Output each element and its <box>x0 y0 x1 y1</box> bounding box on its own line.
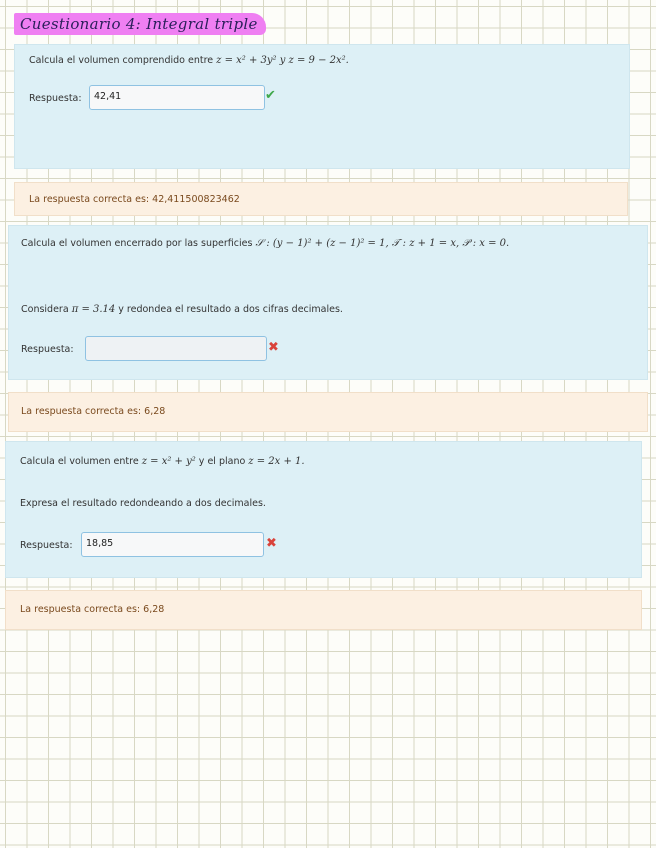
question-3-response-label: Respuesta: <box>20 540 73 551</box>
question-1-box <box>14 44 630 169</box>
check-icon: ✔ <box>265 88 276 103</box>
question-2-feedback <box>8 392 648 432</box>
question-2-note-pre: Considera <box>21 304 72 315</box>
question-2-note <box>21 304 343 315</box>
question-1-answer-input[interactable]: 42,41 <box>89 85 265 110</box>
question-2-note-post: y redondea el resultado a dos cifras decimales. <box>115 304 343 315</box>
question-2-prompt-text: Calcula el volumen encerrado por las superficies <box>21 238 256 249</box>
question-1-prompt-text: Calcula el volumen comprendido entre <box>29 55 217 66</box>
question-2-box <box>8 225 648 380</box>
question-1-correct-answer: La respuesta correcta es: 42,411500823462 <box>29 194 240 205</box>
question-2-note-math: π = 3.14 <box>71 304 116 315</box>
question-1-prompt <box>29 55 349 66</box>
question-2-answer-input[interactable] <box>85 336 267 361</box>
page-title: Cuestionario 4: Integral triple <box>14 13 266 35</box>
question-3-prompt-math: z = x² + y² <box>141 456 196 467</box>
question-3-note: Expresa el resultado redondeando a dos decimales. <box>20 498 266 509</box>
question-3-prompt-math2: z = 2x + 1. <box>248 456 305 467</box>
question-3-feedback <box>5 590 642 630</box>
question-3-prompt <box>20 456 305 467</box>
question-3-prompt-text2: y el plano <box>195 456 249 467</box>
cross-icon: ✖ <box>266 536 277 551</box>
question-1-response-label: Respuesta: <box>29 93 82 104</box>
question-2-prompt-math: 𝒮 : (y − 1)² + (z − 1)² = 1, 𝒯 : z + 1 = x, 𝒫 : x = 0. <box>255 238 510 249</box>
cross-icon: ✖ <box>268 340 279 355</box>
question-3-answer-input[interactable]: 18,85 <box>81 532 264 557</box>
question-2-correct-answer: La respuesta correcta es: 6,28 <box>21 406 166 417</box>
question-2-prompt <box>21 238 509 249</box>
question-3-prompt-text: Calcula el volumen entre <box>20 456 142 467</box>
question-2-response-label: Respuesta: <box>21 344 74 355</box>
question-1-feedback <box>14 182 628 216</box>
question-3-correct-answer: La respuesta correcta es: 6,28 <box>20 604 165 615</box>
question-3-box <box>5 441 642 578</box>
question-1-prompt-math: z = x² + 3y² y z = 9 − 2x². <box>216 55 349 66</box>
